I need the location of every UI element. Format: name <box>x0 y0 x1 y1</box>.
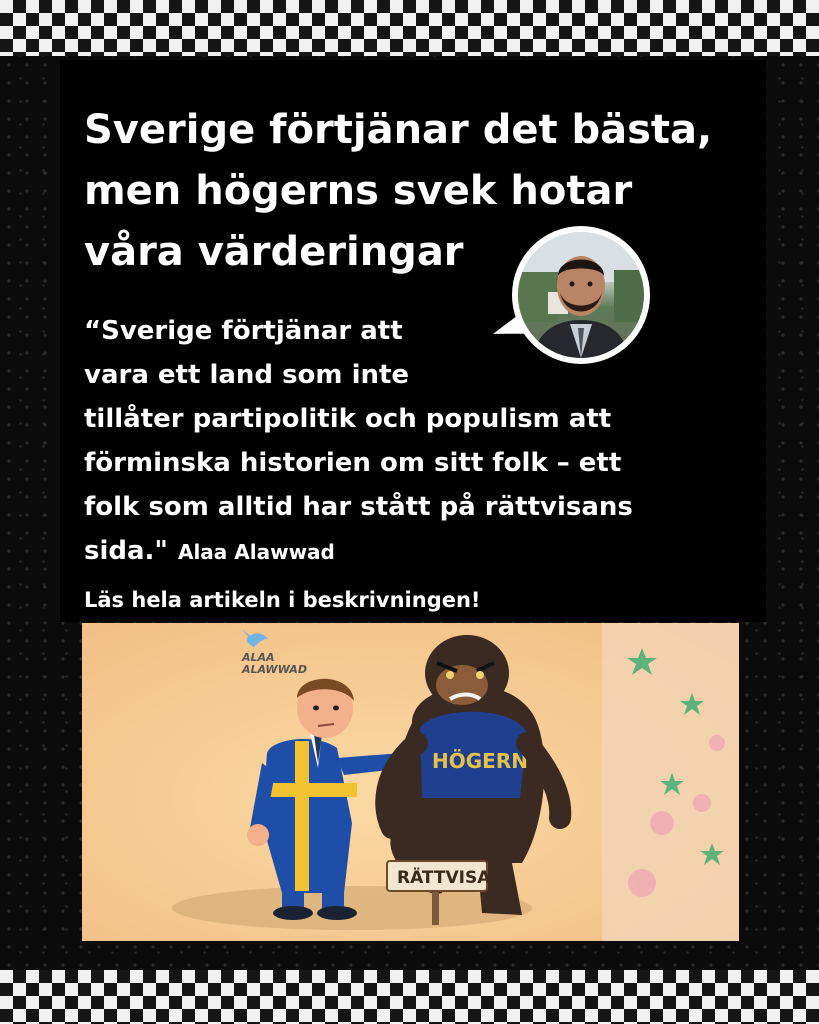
keffiyeh-pattern-bottom <box>0 970 819 1024</box>
headline: Sverige förtjänar det bästa, men högerns svek hotar våra värderingar <box>84 107 713 275</box>
svg-text:ALAWWAD: ALAWWAD <box>242 663 307 676</box>
quote-text: “Sverige förtjänar att vara ett land som inte tillåter partipolitik och populism att förminska historien om sitt folk – ett folk som alltid har stått på rättvisans sida." <box>84 316 633 566</box>
read-more-text: Läs hela artikeln i beskrivningen! <box>84 588 481 612</box>
cartoon-illustration <box>82 623 739 941</box>
monster-shirt-label: HÖGERN <box>432 749 528 773</box>
quote-block <box>84 309 734 574</box>
justice-sign-label: RÄTTVISA <box>397 868 491 888</box>
quote-author: Alaa Alawwad <box>177 540 335 564</box>
artist-signature: ALAA <box>242 651 275 664</box>
keffiyeh-pattern-top <box>0 0 819 56</box>
